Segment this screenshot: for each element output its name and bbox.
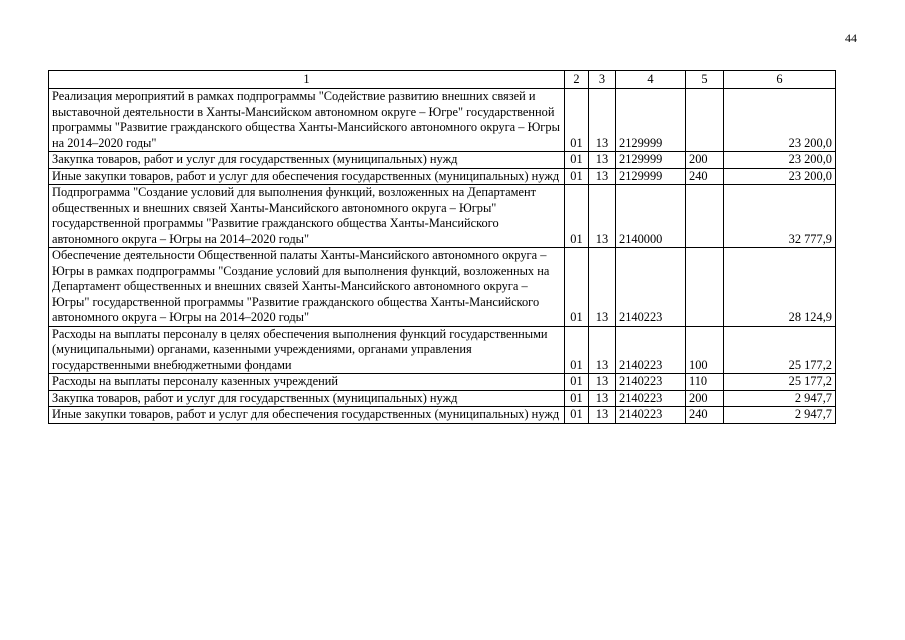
amount: 28 124,9 (724, 248, 836, 327)
section-code: 01 (565, 89, 589, 152)
section-code: 01 (565, 407, 589, 424)
target-article-code: 2140223 (616, 374, 686, 391)
column-header: 6 (724, 71, 836, 89)
table-row (49, 407, 836, 424)
column-header: 3 (589, 71, 616, 89)
column-header: 1 (49, 71, 565, 89)
expense-type-code: 200 (686, 152, 724, 169)
table-row (49, 168, 836, 185)
expense-type-code (686, 89, 724, 152)
subsection-code: 13 (589, 185, 616, 248)
subsection-code: 13 (589, 326, 616, 374)
target-article-code: 2129999 (616, 89, 686, 152)
section-code: 01 (565, 390, 589, 407)
target-article-code: 2140223 (616, 326, 686, 374)
amount: 23 200,0 (724, 89, 836, 152)
amount: 32 777,9 (724, 185, 836, 248)
subsection-code: 13 (589, 248, 616, 327)
expense-name: Подпрограмма "Создание условий для выполнения функций, возложенных на Департамент общественных и внешних связей Ханты-Мансийского автономного округа – Югры" государственной программы "Развитие гражданского общества Ханты-Мансийского автономного округа – Югры на 2014–2020 годы" (49, 185, 565, 248)
expense-name: Иные закупки товаров, работ и услуг для обеспечения государственных (муниципальных) нужд (49, 168, 565, 185)
section-code: 01 (565, 248, 589, 327)
subsection-code: 13 (589, 89, 616, 152)
subsection-code: 13 (589, 152, 616, 169)
amount: 25 177,2 (724, 374, 836, 391)
target-article-code: 2140223 (616, 407, 686, 424)
table-row (49, 185, 836, 248)
amount: 2 947,7 (724, 407, 836, 424)
subsection-code: 13 (589, 390, 616, 407)
page-number: 44 (845, 31, 857, 45)
expense-type-code: 110 (686, 374, 724, 391)
section-code: 01 (565, 185, 589, 248)
amount: 25 177,2 (724, 326, 836, 374)
table-row (49, 390, 836, 407)
section-code: 01 (565, 326, 589, 374)
expense-type-code (686, 185, 724, 248)
amount: 23 200,0 (724, 168, 836, 185)
target-article-code: 2140223 (616, 248, 686, 327)
target-article-code: 2129999 (616, 168, 686, 185)
amount: 23 200,0 (724, 152, 836, 169)
target-article-code: 2129999 (616, 152, 686, 169)
section-code: 01 (565, 374, 589, 391)
column-header: 5 (686, 71, 724, 89)
expense-type-code: 240 (686, 168, 724, 185)
table-row (49, 89, 836, 152)
expense-name: Расходы на выплаты персоналу в целях обеспечения выполнения функций государственными (муниципальными) органами, казенными учреждениями, органами управления государственными внебюджетными фондами (49, 326, 565, 374)
expense-name: Расходы на выплаты персоналу казенных учреждений (49, 374, 565, 391)
table-row (49, 326, 836, 374)
target-article-code: 2140223 (616, 390, 686, 407)
expense-name: Закупка товаров, работ и услуг для государственных (муниципальных) нужд (49, 390, 565, 407)
table-row (49, 152, 836, 169)
table-row (49, 248, 836, 327)
expense-type-code: 100 (686, 326, 724, 374)
column-header: 4 (616, 71, 686, 89)
subsection-code: 13 (589, 168, 616, 185)
expense-name: Иные закупки товаров, работ и услуг для обеспечения государственных (муниципальных) нужд (49, 407, 565, 424)
expense-type-code: 240 (686, 407, 724, 424)
expense-type-code: 200 (686, 390, 724, 407)
amount: 2 947,7 (724, 390, 836, 407)
expense-name: Обеспечение деятельности Общественной палаты Ханты-Мансийского автономного округа – Югры в рамках подпрограммы "Создание условий для выполнения функций, возложенных на Департамент общественных и внешних связей Ханты-Мансийского автономного округа – Югры" государственной программы "Развитие гражданского общества Ханты-Мансийского автономного округа – Югры на 2014–2020 годы" (49, 248, 565, 327)
table-row (49, 374, 836, 391)
subsection-code: 13 (589, 407, 616, 424)
subsection-code: 13 (589, 374, 616, 391)
table-header-row (49, 71, 836, 89)
section-code: 01 (565, 152, 589, 169)
column-header: 2 (565, 71, 589, 89)
expense-name: Реализация мероприятий в рамках подпрограммы "Содействие развитию внешних связей и выставочной деятельности в Ханты-Мансийском автономном округе – Югре" государственной программы "Развитие гражданского общества Ханты-Мансийского автономного округа – Югры на 2014–2020 годы" (49, 89, 565, 152)
expense-name: Закупка товаров, работ и услуг для государственных (муниципальных) нужд (49, 152, 565, 169)
section-code: 01 (565, 168, 589, 185)
budget-table (48, 70, 836, 424)
target-article-code: 2140000 (616, 185, 686, 248)
expense-type-code (686, 248, 724, 327)
